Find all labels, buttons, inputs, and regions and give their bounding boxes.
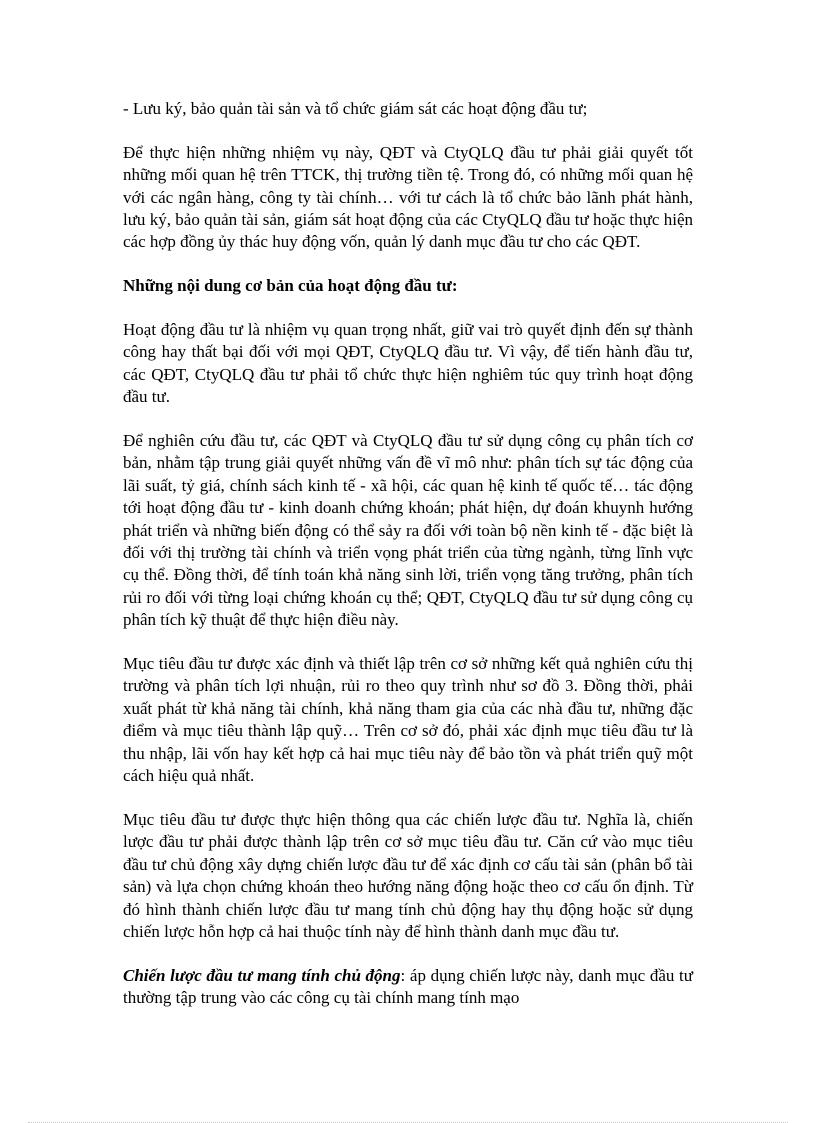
section-heading: Những nội dung cơ bản của hoạt động đầu tư: <box>123 276 458 296</box>
body-paragraph: Mục tiêu đầu tư được xác định và thiết lập trên cơ sở những kết quả nghiên cứu thị trường và phân tích lợi nhuận, rủi ro theo quy trình như sơ đồ 3. Đồng thời, phải xuất phát từ khả năng tài chính, khả năng tham gia của các nhà đầu tư, những đặc điểm và mục tiêu thành lập quỹ… Trên cơ sở đó, phải xác định mục tiêu đầu tư là thu nhập, lãi vốn hay kết hợp cả hai mục tiêu này để bảo tồn và phát triển quỹ một cách hiệu quả nhất. <box>123 654 693 786</box>
bullet-paragraph: - Lưu ký, bảo quản tài sản và tổ chức giám sát các hoạt động đầu tư; <box>123 99 588 118</box>
strategy-lead-phrase: Chiến lược đầu tư mang tính chủ động <box>123 965 401 985</box>
strategy-paragraph-text: : áp dụng chiến lược này, danh mục đầu tư thường tập trung vào các công cụ tài chính mang tính mạo <box>123 965 693 1008</box>
body-paragraph: Mục tiêu đầu tư được thực hiện thông qua các chiến lược đầu tư. Nghĩa là, chiến lược đầu tư phải được thành lập trên cơ sở mục tiêu đầu tư. Căn cứ vào mục tiêu đầu tư chủ động xây dựng chiến lược đầu tư để xác định cơ cấu tài sản (phân bổ tài sản) và lựa chọn chứng khoán theo hướng năng động hoặc theo cơ cấu ổn định. Từ đó hình thành chiến lược đầu tư mang tính chủ động hay thụ động hoặc sử dụng chiến lược hỗn hợp cả hai thuộc tính này để hình thành danh mục đầu tư. <box>123 809 693 941</box>
strategy-paragraph <box>123 965 693 1010</box>
body-paragraph: Để thực hiện những nhiệm vụ này, QĐT và CtyQLQ đầu tư phải giải quyết tốt những mối quan hệ trên TTCK, thị trường tiền tệ. Trong đó, có những mối quan hệ với các ngân hàng, công ty tài chính… với tư cách là tổ chức bảo lãnh phát hành, lưu ký, bảo quản tài sản, giám sát hoạt động của các CtyQLQ đầu tư hoặc thực hiện các hợp đồng ủy thác huy động vốn, quản lý danh mục đầu tư cho các QĐT. <box>123 142 693 252</box>
body-paragraph: Để nghiên cứu đầu tư, các QĐT và CtyQLQ đầu tư sử dụng công cụ phân tích cơ bản, nhằm tập trung giải quyết những vấn đề vĩ mô như: phân tích sự tác động của lãi suất, tỷ giá, chính sách kinh tế - xã hội, các quan hệ kinh tế quốc tế… tác động tới hoạt động đầu tư - kinh doanh chứng khoán; phát hiện, dự đoán khuynh hướng phát triển và những biến động có thể sảy ra đối với toàn bộ nền kinh tế - đặc biệt là đối với thị trường tài chính và triển vọng phát triển của từng ngành, từng lĩnh vực cụ thể. Đồng thời, để tính toán khả năng sinh lời, triển vọng tăng trưởng, phân tích rủi ro đối với từng loại chứng khoán cụ thể; QĐT, CtyQLQ đầu tư sử dụng công cụ phân tích kỹ thuật để thực hiện điều này. <box>123 431 693 630</box>
body-paragraph: Hoạt động đầu tư là nhiệm vụ quan trọng nhất, giữ vai trò quyết định đến sự thành công hay thất bại đối với mọi QĐT, CtyQLQ đầu tư. Vì vậy, để tiến hành đầu tư, các QĐT, CtyQLQ đầu tư phải tổ chức thực hiện nghiêm túc quy trình hoạt động đầu tư. <box>123 320 693 407</box>
document-body <box>123 98 693 1031</box>
